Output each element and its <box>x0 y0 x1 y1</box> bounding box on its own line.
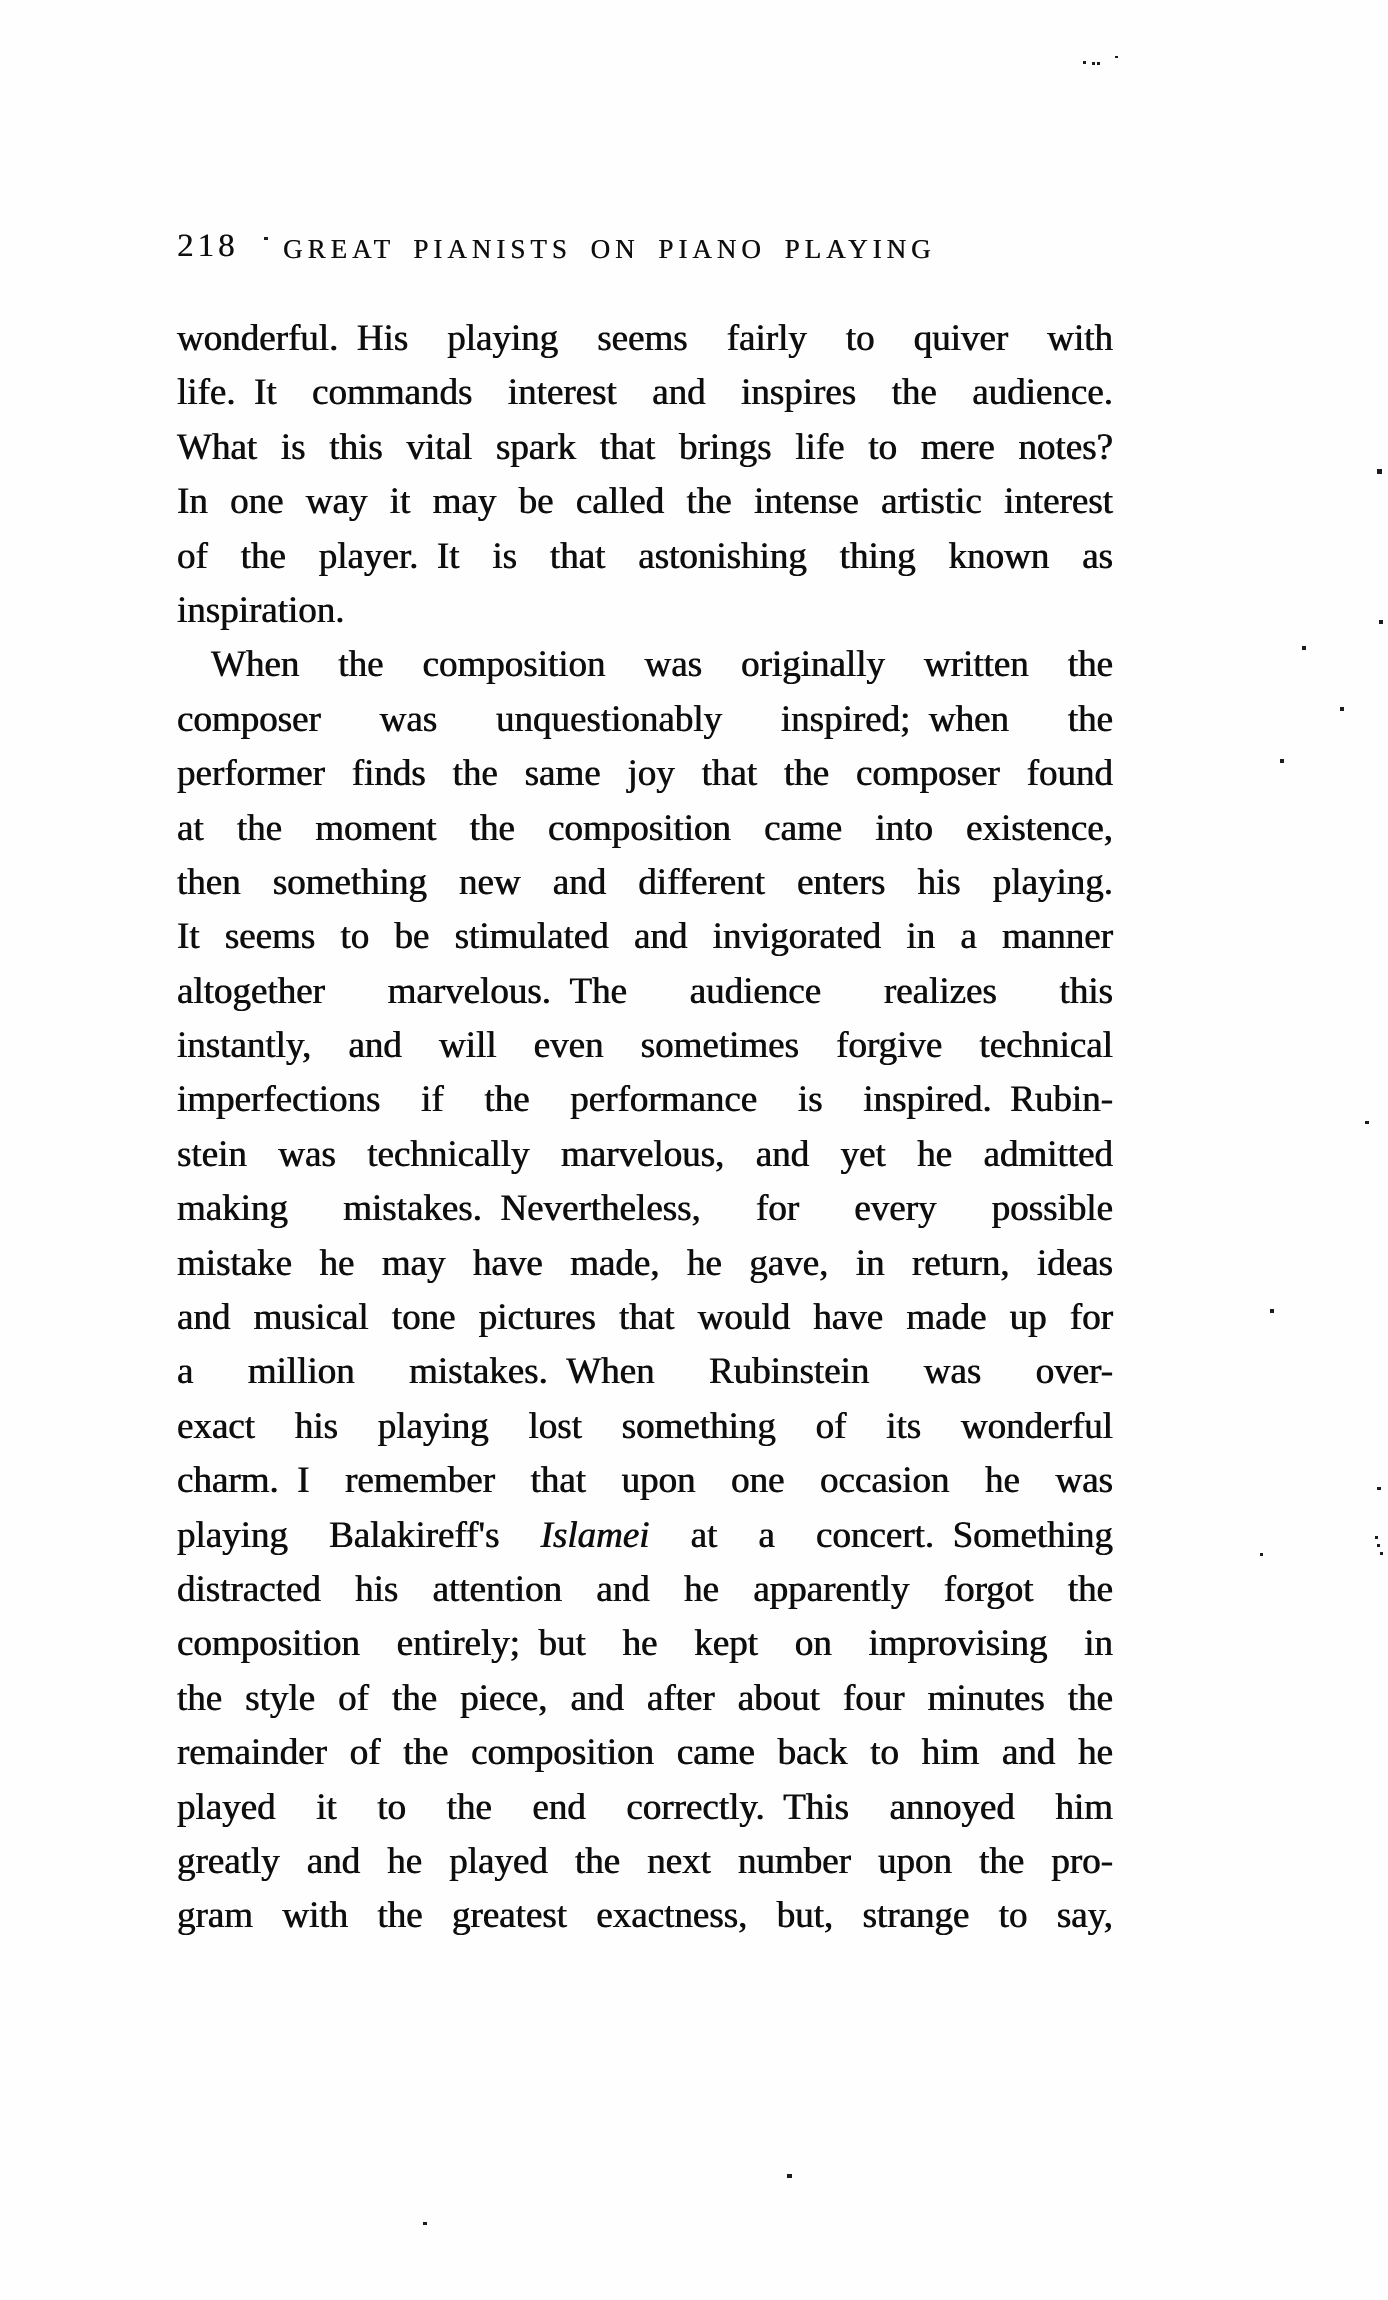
text-line: composer was unquestionably inspired; when the <box>177 698 1113 740</box>
page-number: 218 <box>177 228 239 264</box>
scan-speck <box>1379 620 1383 624</box>
scan-speck <box>1365 1121 1369 1124</box>
text-line: remainder of the composition came back to him and he <box>177 1732 1113 1774</box>
scan-speck <box>1377 1487 1381 1490</box>
text-line: What is this vital spark that brings life to mere notes? <box>177 426 1113 468</box>
running-head-title: GREAT PIANISTS ON PIANO PLAYING <box>283 234 936 264</box>
text-line: gram with the greatest exactness, but, strange to say, <box>177 1895 1113 1937</box>
text-line: wonderful. His playing seems fairly to quiver with <box>177 318 1113 359</box>
text-line: and musical tone pictures that would have made up for <box>177 1297 1113 1339</box>
text-line: When the composition was originally written the <box>211 644 1113 686</box>
text-line: charm. I remember that upon one occasion he was <box>177 1460 1113 1502</box>
scan-speck <box>1260 1553 1263 1556</box>
text-line: exact his playing lost something of its wonderful <box>177 1405 1113 1447</box>
scan-speck <box>423 2222 427 2225</box>
text-line: It seems to be stimulated and invigorated in a manner <box>177 916 1113 958</box>
scan-speck <box>1115 56 1118 58</box>
text-line: stein was technically marvelous, and yet he admitted <box>177 1133 1113 1175</box>
scan-speck <box>1092 62 1095 65</box>
text-line: instantly, and will even sometimes forgive technical <box>177 1025 1113 1067</box>
page-header <box>177 226 1117 270</box>
text-segment: playing Balakireff's <box>177 1514 541 1556</box>
text-line: composition entirely; but he kept on improvising in <box>177 1623 1113 1665</box>
text-line: life. It commands interest and inspires the audience. <box>177 372 1113 414</box>
text-line: distracted his attention and he apparently forgot the <box>177 1568 1113 1610</box>
text-line: at the moment the composition came into existence, <box>177 807 1113 849</box>
text-line-islamei <box>177 1509 1113 1563</box>
text-line: inspiration. <box>177 589 345 631</box>
text-line: played it to the end correctly. This annoyed him <box>177 1786 1113 1828</box>
scan-speck <box>1377 469 1382 474</box>
text-line: performer finds the same joy that the composer found <box>177 753 1113 795</box>
islamei-italic: Islamei <box>540 1514 650 1556</box>
text-line: making mistakes. Nevertheless, for every possible <box>177 1188 1113 1230</box>
text-line: imperfections if the performance is inspired. Rubin- <box>177 1079 1113 1121</box>
text-line: altogether marvelous. The audience realizes this <box>177 970 1113 1012</box>
scan-speck <box>787 2174 792 2178</box>
text-line: the style of the piece, and after about four minutes the <box>177 1677 1113 1719</box>
scan-speck <box>1083 61 1086 64</box>
scan-speck <box>1375 1536 1378 1539</box>
text-line: greatly and he played the next number upon the pro- <box>177 1840 1113 1882</box>
text-line: mistake he may have made, he gave, in return, ideas <box>177 1242 1113 1284</box>
scan-speck <box>1380 1552 1383 1555</box>
body-text <box>177 312 1113 1944</box>
text-line: In one way it may be called the intense artistic interest <box>177 481 1113 523</box>
scan-speck <box>1280 759 1284 763</box>
text-line: a million mistakes. When Rubinstein was over- <box>177 1351 1113 1393</box>
text-line: then something new and different enters his playing. <box>177 861 1113 903</box>
scan-speck <box>1302 646 1306 650</box>
scan-speck <box>1377 1544 1380 1547</box>
scan-speck <box>264 237 268 240</box>
scan-speck <box>1270 1309 1274 1313</box>
scan-speck <box>1340 707 1344 711</box>
text-segment: at a concert. Something <box>649 1514 1113 1556</box>
scan-speck <box>1097 62 1100 65</box>
text-line: of the player. It is that astonishing thing known as <box>177 535 1113 577</box>
